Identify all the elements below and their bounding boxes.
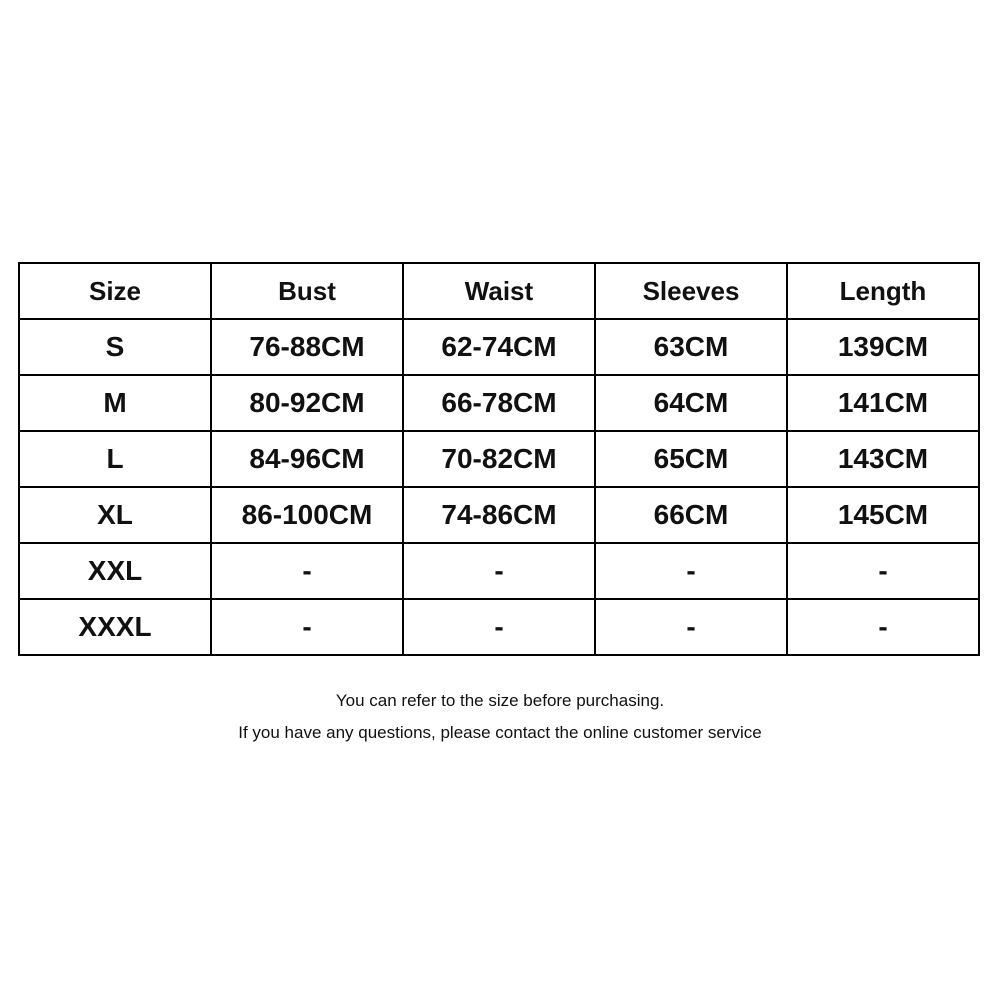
header-row [19, 263, 979, 319]
length-cell: 139CM [787, 319, 979, 375]
table-row-xl [19, 487, 979, 543]
footer-note-refer: You can refer to the size before purchasing. [335, 691, 665, 710]
table-row-xxl [19, 543, 979, 599]
sleeves-cell: 64CM [595, 375, 787, 431]
table-row-s [19, 319, 979, 375]
column-header-bust: Bust [211, 263, 403, 319]
size-cell: XXXL [19, 599, 211, 655]
column-header-sleeves: Sleeves [595, 263, 787, 319]
size-cell: M [19, 375, 211, 431]
bust-cell: 80-92CM [211, 375, 403, 431]
sleeves-cell: 66CM [595, 487, 787, 543]
bust-cell: 86-100CM [211, 487, 403, 543]
size-chart-table [18, 262, 980, 656]
bust-cell: 76-88CM [211, 319, 403, 375]
length-cell: 145CM [787, 487, 979, 543]
table-row-l [19, 431, 979, 487]
bust-cell: - [211, 599, 403, 655]
waist-cell: - [403, 599, 595, 655]
length-cell: - [787, 543, 979, 599]
length-cell: - [787, 599, 979, 655]
size-cell: L [19, 431, 211, 487]
bust-cell: - [211, 543, 403, 599]
table-row-m [19, 375, 979, 431]
length-cell: 141CM [787, 375, 979, 431]
column-header-waist: Waist [403, 263, 595, 319]
table-row-xxxl [19, 599, 979, 655]
waist-cell: 70-82CM [403, 431, 595, 487]
sleeves-cell: 63CM [595, 319, 787, 375]
waist-cell: 62-74CM [403, 319, 595, 375]
column-header-size: Size [19, 263, 211, 319]
bust-cell: 84-96CM [211, 431, 403, 487]
size-cell: XL [19, 487, 211, 543]
waist-cell: 74-86CM [403, 487, 595, 543]
size-cell: S [19, 319, 211, 375]
waist-cell: 66-78CM [403, 375, 595, 431]
size-chart-body [19, 319, 979, 655]
column-header-length: Length [787, 263, 979, 319]
sleeves-cell: 65CM [595, 431, 787, 487]
length-cell: 143CM [787, 431, 979, 487]
size-cell: XXL [19, 543, 211, 599]
size-chart-header [19, 263, 979, 319]
footer-note-contact: If you have any questions, please contact the online customer service [238, 723, 762, 742]
footer-notes [0, 690, 1000, 743]
sleeves-cell: - [595, 543, 787, 599]
sleeves-cell: - [595, 599, 787, 655]
waist-cell: - [403, 543, 595, 599]
